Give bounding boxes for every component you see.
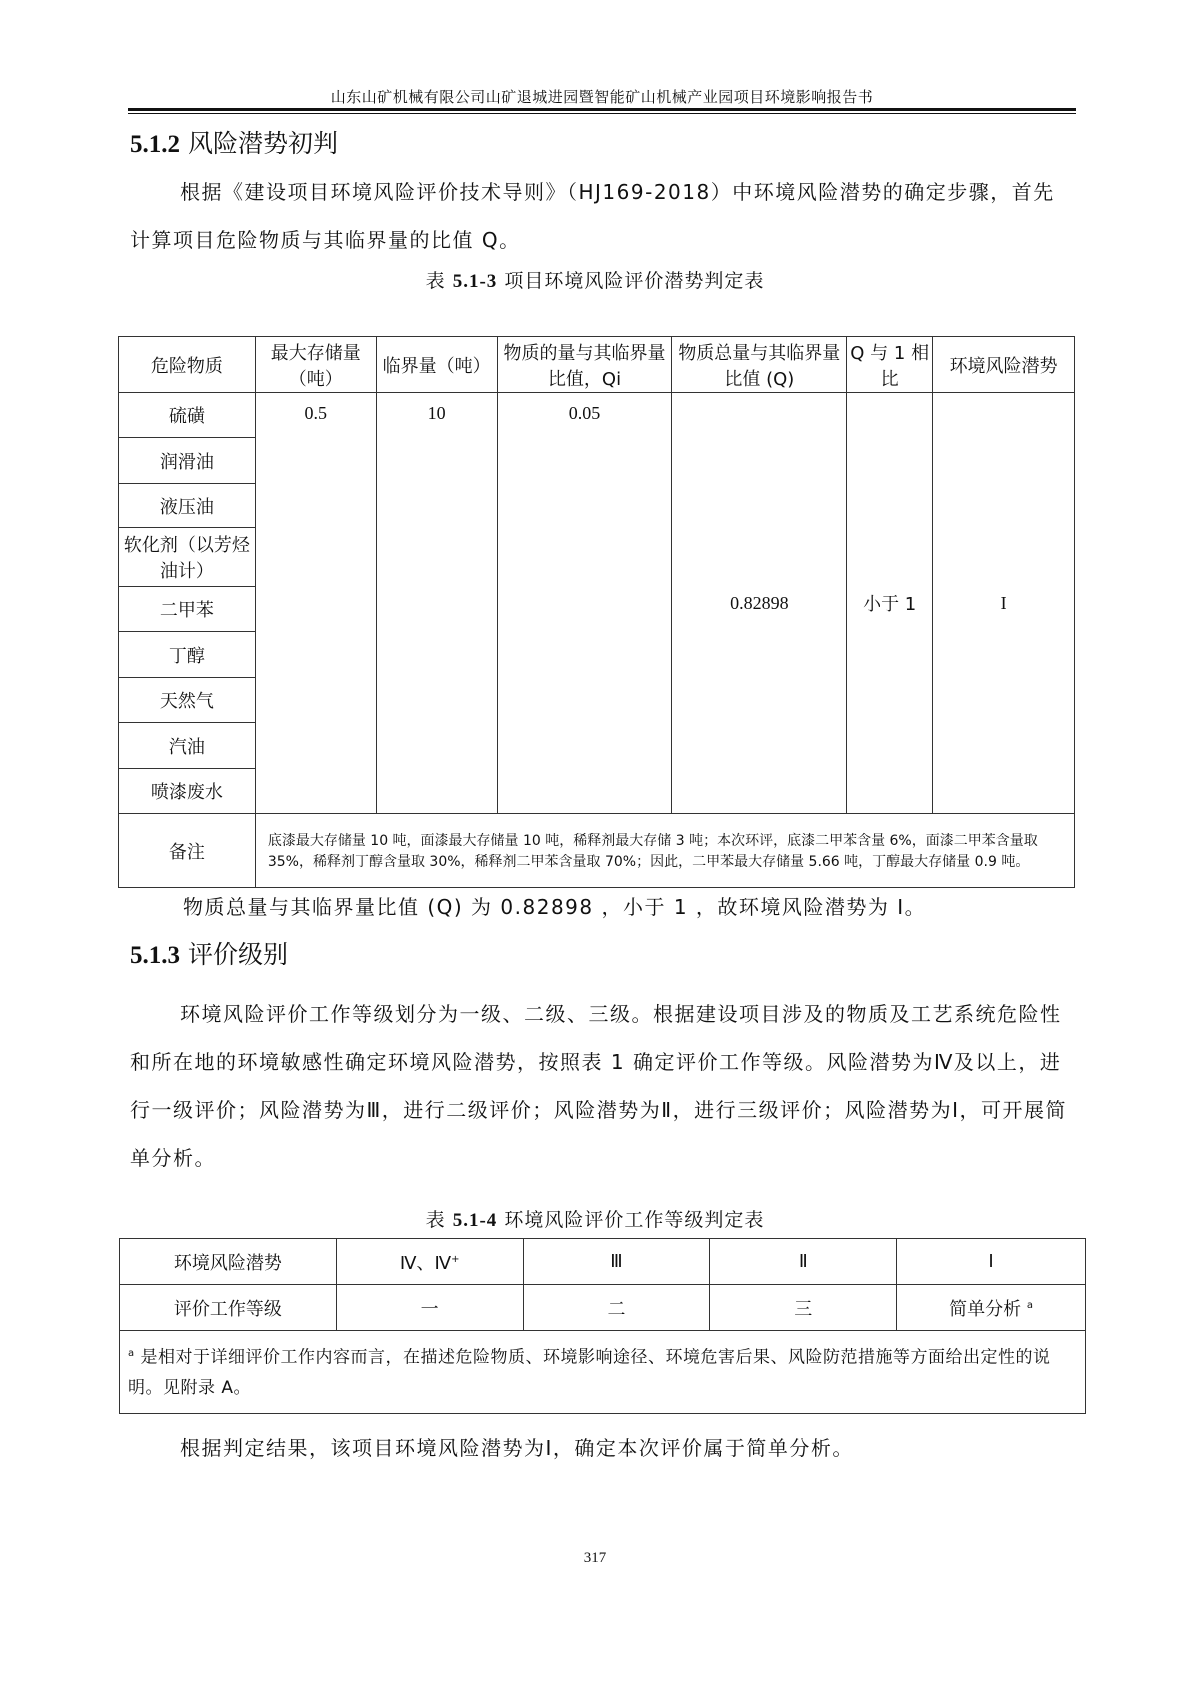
paragraph-result: 物质总量与其临界量比值 (Q) 为 0.82898 ，小于 1 ，故环境风险潜势为 I。	[183, 895, 927, 919]
max-storage-cell: 0.5	[255, 393, 376, 814]
table-cell: Ⅱ	[710, 1239, 897, 1285]
header-cell: 最大存储量（吨）	[255, 337, 376, 393]
cell-text: 简单分析	[949, 1298, 1022, 1320]
substance-cell: 汽油	[119, 723, 256, 769]
header-cell: 物质的量与其临界量比值，Qi	[497, 337, 672, 393]
substance-cell: 天然气	[119, 678, 256, 723]
section-title: 风险潜势初判	[187, 129, 338, 158]
substance-cell: 喷漆废水	[119, 769, 256, 814]
table-row	[120, 1239, 1086, 1285]
section-heading-5-1-3	[130, 935, 288, 971]
superscript: a	[1026, 1299, 1034, 1311]
section-title: 评价级别	[187, 940, 288, 969]
document-header: 山东山矿机械有限公司山矿退城进园暨智能矿山机械产业园项目环境影响报告书	[330, 88, 874, 106]
row-label: 环境风险潜势	[120, 1239, 337, 1285]
critical-cell: 10	[376, 393, 497, 814]
qi-cell: 0.05	[497, 393, 672, 814]
section-number: 5.1.3	[130, 942, 180, 969]
table-header-row	[119, 337, 1075, 393]
paragraph-grading: 环境风险评价工作等级划分为一级、二级、三级。根据建设项目涉及的物质及工艺系统危险性和所在地的环境敏感性确定环境风险潜势，按照表 1 确定评价工作等级。风险潜势为Ⅳ及以上，进行一级评价；风险潜势为Ⅲ，进行二级评价；风险潜势为Ⅱ，进行三级评价；风险潜势为Ⅰ，可开展简单分析。	[130, 1002, 1068, 1170]
header-cell: 环境风险潜势	[933, 337, 1075, 393]
caption-text: 环境风险评价工作等级判定表	[504, 1209, 765, 1231]
table-cell	[897, 1285, 1086, 1331]
substance-cell: 硫磺	[119, 393, 256, 438]
superscript: +	[451, 1253, 460, 1265]
risk-potential-table	[118, 336, 1075, 888]
caption-prefix: 表	[425, 1209, 446, 1231]
caption-number: 5.1-3	[452, 271, 498, 292]
note-text: 底漆最大存储量 10 吨，面漆最大存储量 10 吨，稀释剂最大存储 3 吨；本次环评，底漆二甲苯含量 6%，面漆二甲苯含量取 35%，稀释剂丁醇含量取 30%，稀释剂二甲苯含量取 70%；因此，二甲苯最大存储量 5.66 吨，丁醇最大存储量 0.9 吨。	[255, 814, 1074, 888]
header-rule-thick	[128, 108, 1076, 111]
header-cell: 物质总量与其临界量比值 (Q)	[672, 337, 847, 393]
table-cell	[336, 1239, 523, 1285]
potential-cell: I	[933, 393, 1075, 814]
cell-text: Ⅳ、Ⅳ	[399, 1252, 452, 1274]
substance-cell: 润滑油	[119, 438, 256, 484]
table-row	[119, 393, 1075, 438]
substance-cell: 液压油	[119, 484, 256, 528]
note-label: 备注	[119, 814, 256, 888]
table-footnote	[120, 1331, 1086, 1414]
grading-table	[119, 1238, 1086, 1414]
header-cell: Q 与 1 相比	[847, 337, 933, 393]
table1-caption	[0, 266, 1190, 293]
table2-caption	[0, 1205, 1190, 1232]
substance-cell: 丁醇	[119, 632, 256, 678]
row-label: 评价工作等级	[120, 1285, 337, 1331]
table-cell: Ⅰ	[897, 1239, 1086, 1285]
footnote-row	[120, 1331, 1086, 1414]
caption-number: 5.1-4	[452, 1210, 498, 1231]
footnote-text: 是相对于详细评价工作内容而言，在描述危险物质、环境影响途径、环境危害后果、风险防范措施等方面给出定性的说明。见附录 A。	[128, 1347, 1051, 1398]
header-cell: 危险物质	[119, 337, 256, 393]
table-cell: 三	[710, 1285, 897, 1331]
page-number: 317	[583, 1550, 607, 1566]
paragraph-intro: 根据《建设项目环境风险评价技术导则》（HJ169-2018）中环境风险潜势的确定步骤，首先计算项目危险物质与其临界量的比值 Q。	[130, 180, 1055, 252]
substance-cell: 二甲苯	[119, 587, 256, 632]
paragraph-conclusion: 根据判定结果，该项目环境风险潜势为Ⅰ，确定本次评价属于简单分析。	[180, 1436, 854, 1460]
note-row	[119, 814, 1075, 888]
compare-cell: 小于 1	[847, 393, 933, 814]
caption-text: 项目环境风险评价潜势判定表	[504, 270, 765, 292]
footnote-mark: a	[128, 1348, 135, 1359]
table-cell: 二	[523, 1285, 710, 1331]
caption-prefix: 表	[425, 270, 446, 292]
section-number: 5.1.2	[130, 131, 180, 158]
section-heading-5-1-2	[130, 124, 338, 160]
header-rule-thin	[128, 113, 1076, 114]
table-cell: Ⅲ	[523, 1239, 710, 1285]
substance-cell: 软化剂（以芳烃油计）	[119, 528, 256, 587]
header-cell: 临界量（吨）	[376, 337, 497, 393]
table-row	[120, 1285, 1086, 1331]
total-q-cell: 0.82898	[672, 393, 847, 814]
table-cell: 一	[336, 1285, 523, 1331]
